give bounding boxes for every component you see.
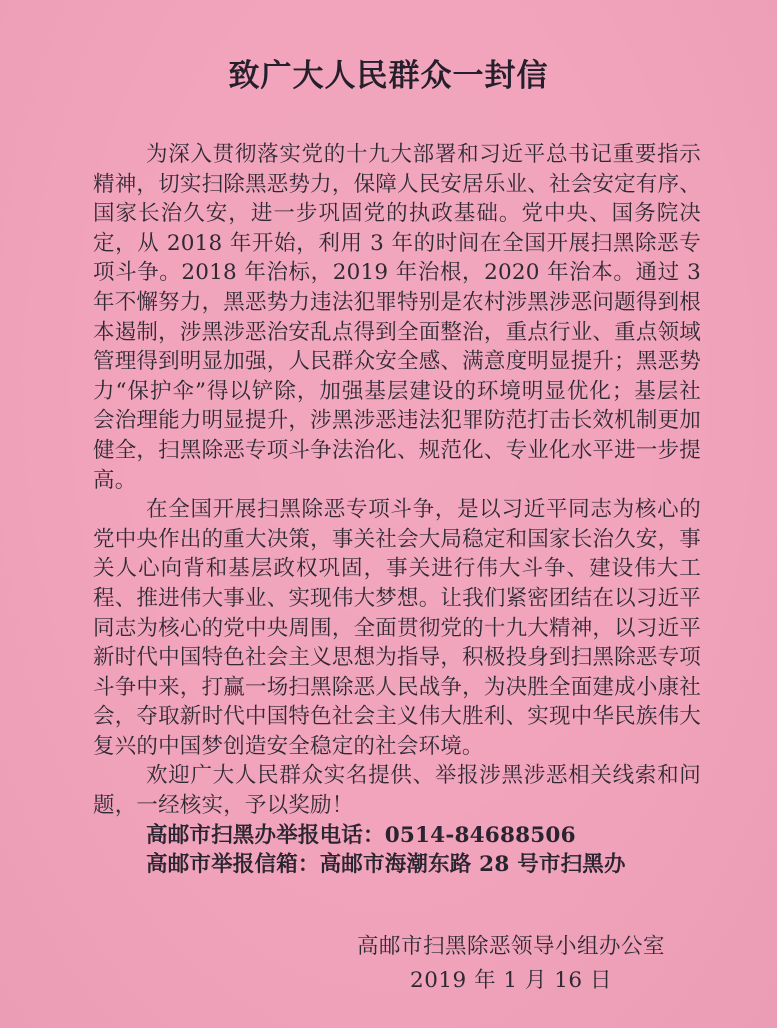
signature-date: 2019 年 1 月 16 日 <box>410 968 612 993</box>
paragraph-significance: 在全国开展扫黑除恶专项斗争，是以习近平同志为核心的党中央作出的重大决策，事关社会大局稳定和国家长治久安，事关人心向背和基层政权巩固，事关进行伟大斗争、建设伟大工程、推进伟大事业、实现伟大梦想。让我们紧密团结在以习近平同志为核心的党中央周围，全面贯彻党的十九大精神，以习近平新时代中国特色社会主义思想为指导，积极投身到扫黑除恶专项斗争中来，打赢一场扫黑除恶人民战争，为决胜全面建成小康社会，夺取新时代中国特色社会主义伟大胜利、实现中华民族伟大复兴的中国梦创造安全稳定的社会环境。 <box>93 497 701 759</box>
signing-organization: 高邮市扫黑除恶领导小组办公室 <box>356 934 665 959</box>
report-mailbox-line: 高邮市举报信箱：高邮市海潮东路 28 号市扫黑办 <box>146 852 626 878</box>
report-hotline-line: 高邮市扫黑办举报电话：0514-84688506 <box>146 822 576 848</box>
signature-block <box>357 930 665 998</box>
letter-body <box>93 140 701 880</box>
paragraph-campaign-overview: 为深入贯彻落实党的十九大部署和习近平总书记重要指示精神，切实扫除黑恶势力，保障人民安居乐业、社会安定有序、国家长治久安，进一步巩固党的执政基础。党中央、国务院决定，从 2018 年开始，利用 3 年的时间在全国开展扫黑除恶专项斗争。2018 年治标，2019 年治根，2020 年治本。通过 3 年不懈努力，黑恶势力违法犯罪特别是农村涉黑涉恶问题得到根本遏制，涉黑涉恶治安乱点得到全面整治，重点行业、重点领域管理得到明显加强，人民群众安全感、满意度明显提升；黑恶势力“保护伞”得以铲除，加强基层建设的环境明显优化；基层社会治理能力明显提升，涉黑涉恶违法犯罪防范打击长效机制更加健全，扫黑除恶专项斗争法治化、规范化、专业化水平进一步提高。 <box>93 142 701 493</box>
paragraph-reporting-invitation: 欢迎广大人民群众实名提供、举报涉黑涉恶相关线索和问题，一经核实，予以奖励！ <box>93 763 701 819</box>
letter-title: 致广大人民群众一封信 <box>228 58 549 94</box>
